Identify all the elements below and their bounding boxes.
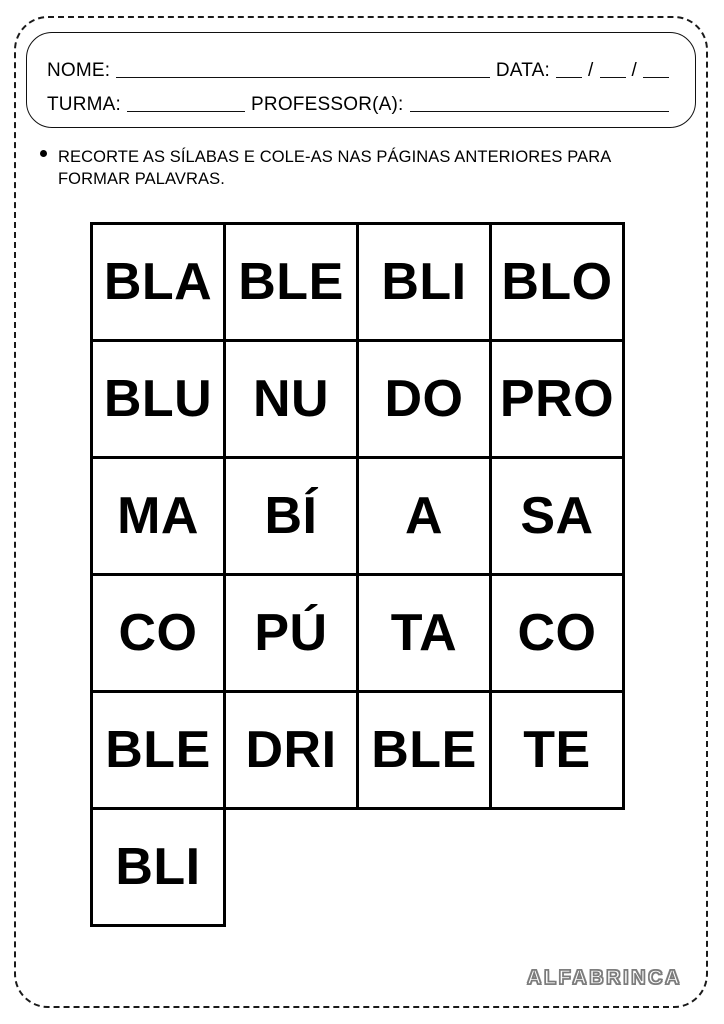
syllable-cell[interactable]: [356, 573, 492, 693]
student-info-box: [26, 32, 696, 128]
syllable-label: TA: [390, 604, 458, 662]
syllable-cell[interactable]: [90, 690, 226, 810]
syllable-label: BÍ: [264, 487, 318, 545]
syllable-cell[interactable]: [489, 222, 625, 342]
syllable-label: DO: [384, 370, 464, 428]
bullet-icon: [40, 150, 47, 157]
syllable-cell[interactable]: [489, 573, 625, 693]
syllable-label: BLI: [381, 253, 467, 311]
date-label: DATA:: [495, 60, 551, 81]
syllable-cell[interactable]: [90, 807, 226, 927]
instruction-text: [58, 146, 658, 190]
teacher-input-line[interactable]: [410, 95, 669, 112]
date-day-line[interactable]: [556, 61, 582, 78]
date-year-line[interactable]: [643, 61, 669, 78]
syllable-cell[interactable]: [223, 339, 359, 459]
syllable-label: BLA: [103, 253, 213, 311]
grid-row: [90, 456, 636, 573]
name-date-row: [47, 47, 675, 81]
class-label: TURMA:: [47, 94, 122, 115]
syllable-label: PRO: [499, 370, 615, 428]
syllable-cell[interactable]: [489, 690, 625, 810]
syllable-cell[interactable]: [90, 222, 226, 342]
grid-row: [90, 222, 636, 339]
syllable-label: MA: [117, 487, 199, 545]
syllable-label: BLI: [115, 838, 201, 896]
syllable-cell[interactable]: [223, 456, 359, 576]
watermark-logo: ALFABRINCA: [527, 967, 682, 989]
syllable-label: CO: [118, 604, 198, 662]
syllable-cell[interactable]: [489, 456, 625, 576]
grid-row: [90, 573, 636, 690]
syllable-cell[interactable]: [223, 690, 359, 810]
name-input-line[interactable]: [116, 61, 490, 78]
syllable-cell[interactable]: [90, 339, 226, 459]
syllable-cell[interactable]: [356, 339, 492, 459]
grid-row: [90, 807, 636, 924]
syllable-cell[interactable]: [356, 690, 492, 810]
date-group: [496, 61, 675, 81]
syllable-cell[interactable]: [356, 456, 492, 576]
instruction-label: RECORTE AS SÍLABAS E COLE-AS NAS PÁGINAS ANTERIORES PARA FORMAR PALAVRAS.: [58, 148, 611, 188]
grid-row: [90, 339, 636, 456]
syllable-grid: [90, 222, 636, 924]
syllable-cell[interactable]: [223, 573, 359, 693]
syllable-label: DRI: [245, 721, 337, 779]
syllable-label: BLE: [371, 721, 477, 779]
date-month-line[interactable]: [600, 61, 626, 78]
teacher-label: PROFESSOR(A):: [251, 94, 404, 115]
syllable-label: CO: [517, 604, 597, 662]
syllable-label: NU: [252, 370, 330, 428]
syllable-label: SA: [520, 487, 594, 545]
syllable-label: BLO: [501, 253, 613, 311]
syllable-label: TE: [523, 721, 591, 779]
syllable-label: BLU: [103, 370, 213, 428]
syllable-cell[interactable]: [223, 222, 359, 342]
grid-row: [90, 690, 636, 807]
syllable-cell[interactable]: [90, 573, 226, 693]
syllable-cell[interactable]: [356, 222, 492, 342]
syllable-cell[interactable]: [90, 456, 226, 576]
date-slash-1: /: [588, 60, 594, 81]
name-label: NOME:: [47, 60, 111, 81]
class-input-line[interactable]: [127, 95, 245, 112]
syllable-cell[interactable]: [489, 339, 625, 459]
syllable-label: BLE: [238, 253, 344, 311]
syllable-label: PÚ: [254, 604, 328, 662]
class-teacher-row: [47, 81, 675, 115]
date-slash-2: /: [631, 60, 637, 81]
syllable-label: BLE: [105, 721, 211, 779]
syllable-label: A: [404, 487, 444, 545]
